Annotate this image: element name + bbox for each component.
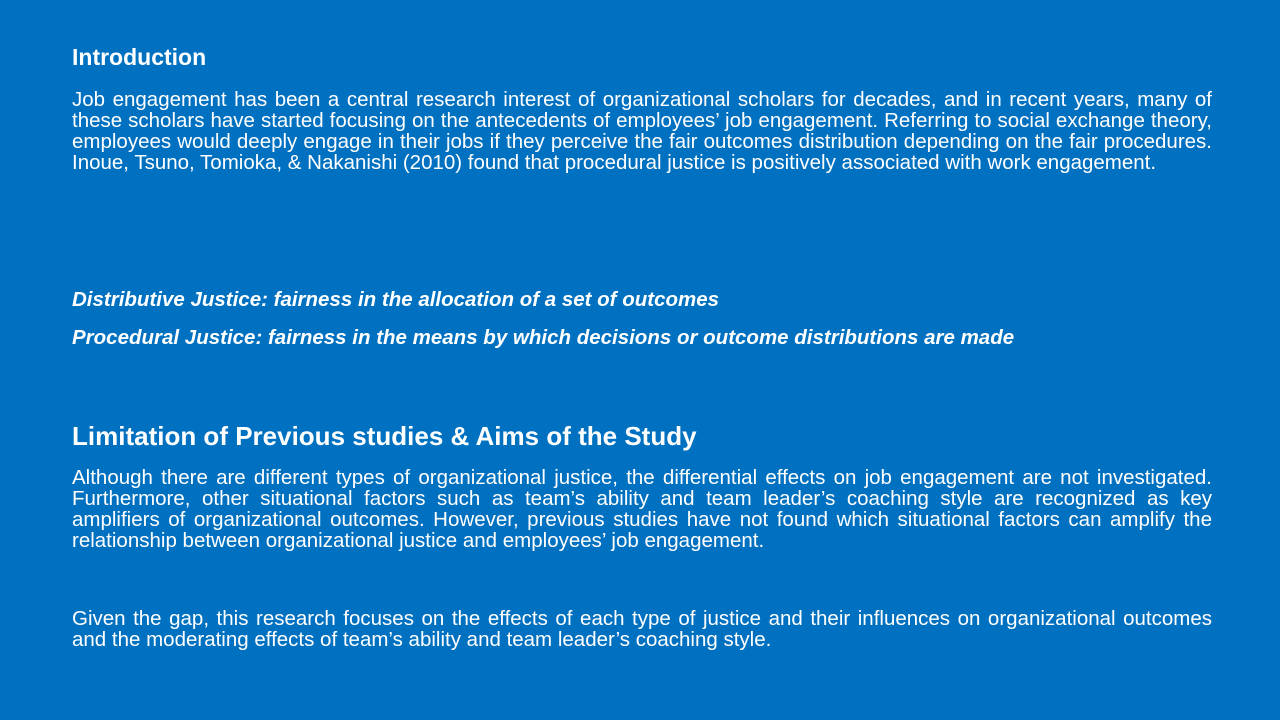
introduction-heading: Introduction [72,44,207,70]
limitation-paragraph: Although there are different types of organizational justice, the differential effects on job engagement are not investigated. Furthermore, other situational factors such as team’s ability and team leader’s coaching style are recognized as key amplifiers of organizational outcomes. However, previous studies have not found which situational factors can amplify the relationship between organizational justice and employees’ job engagement. [72,466,1212,552]
procedural-justice-definition: Procedural Justice: fairness in the means by which decisions or outcome distributions are made [72,326,1015,349]
distributive-justice-definition: Distributive Justice: fairness in the allocation of a set of outcomes [72,288,720,311]
limitation-heading: Limitation of Previous studies & Aims of the Study [72,421,697,451]
aim-paragraph: Given the gap, this research focuses on the effects of each type of justice and their influences on organizational outcomes and the moderating effects of team’s ability and team leader’s coaching style. [72,607,1212,651]
introduction-paragraph: Job engagement has been a central research interest of organizational scholars for decades, and in recent years, many of these scholars have started focusing on the antecedents of employees’ job engagement. Referring to social exchange theory, employees would deeply engage in their jobs if they perceive the fair outcomes distribution depending on the fair procedures. Inoue, Tsuno, Tomioka, & Nakanishi (2010) found that procedural justice is positively associated with work engagement. [72,88,1212,174]
